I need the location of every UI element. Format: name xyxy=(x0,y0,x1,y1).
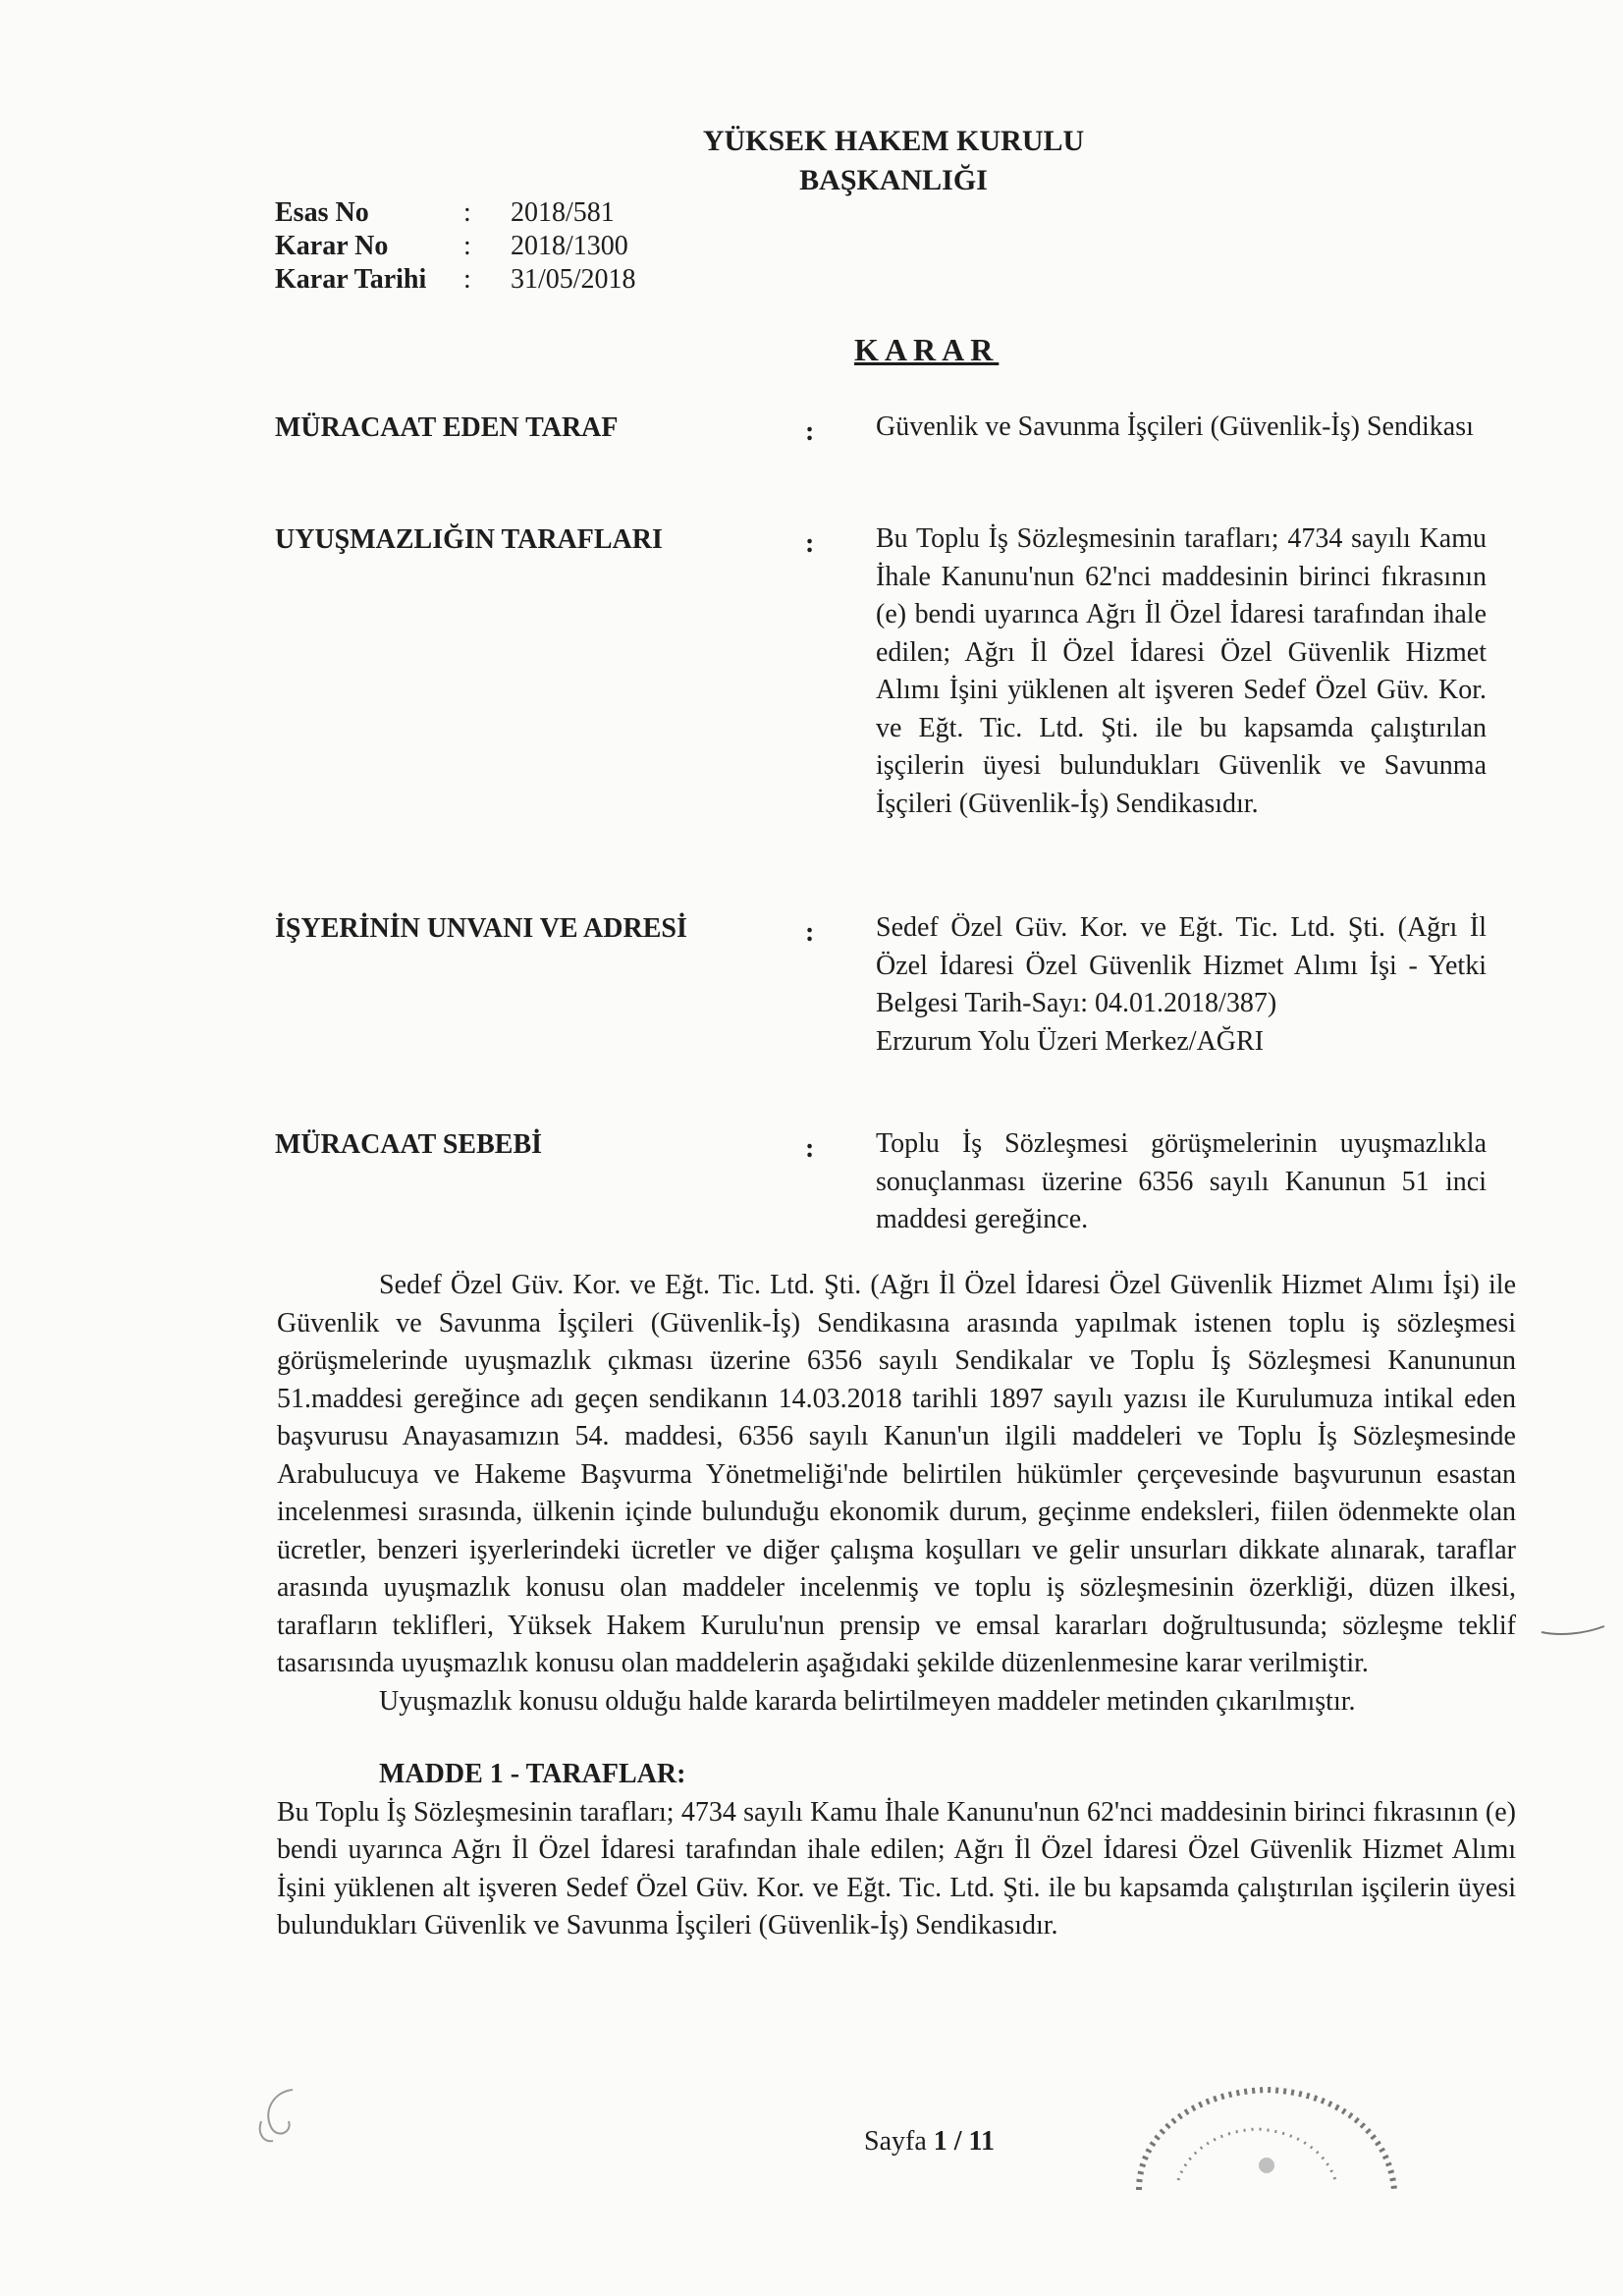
institution-title xyxy=(589,122,1198,200)
separator: : xyxy=(463,231,471,261)
document-title: KARAR xyxy=(854,332,1000,367)
decision-body xyxy=(277,1267,1516,1945)
margin-stroke-mark xyxy=(1540,1620,1608,1640)
reason-label: MÜRACAAT SEBEBİ xyxy=(275,1129,543,1160)
page-number xyxy=(864,2126,995,2158)
decision-number-value: 2018/1300 xyxy=(511,231,628,261)
decision-number-label: Karar No xyxy=(275,231,389,261)
case-number-row xyxy=(275,196,636,230)
applicant-value: Güvenlik ve Savunma İşçileri (Güvenlik-İş) Sendikası xyxy=(876,411,1474,442)
parties-value: Bu Toplu İş Sözleşmesinin tarafları; 4734 sayılı Kamu İhale Kanunu'nun 62'nci maddesinin birinci fıkrasının (e) bendi uyarınca Ağrı İl Özel İdaresi tarafından ihale edilen; Ağrı İl Özel İdaresi Özel Güvenlik Hizmet Alımı İşini yüklenen alt işveren Sedef Özel Güv. Kor. ve Eğt. Tic. Ltd. Şti. ile bu kapsamda çalıştırılan işçilerin üyesi bulundukları Güvenlik ve Savunma İşçileri (Güvenlik-İş) Sendikasıdır. xyxy=(876,523,1487,819)
workplace-label: İŞYERİNİN UNVANI VE ADRESİ xyxy=(275,913,687,944)
decision-date-label: Karar Tarihi xyxy=(275,264,427,295)
institution-office: BAŞKANLIĞI xyxy=(799,164,988,196)
separator: : xyxy=(805,1133,815,1164)
page-number-value: 1 / 11 xyxy=(933,2126,995,2157)
case-metadata xyxy=(275,196,636,297)
body-paragraph: Sedef Özel Güv. Kor. ve Eğt. Tic. Ltd. Şti. (Ağrı İl Özel İdaresi Özel Güvenlik Hizmet Alımı İşi) ile Güvenlik ve Savunma İşçileri (Güvenlik-İş) Sendikasına arasında yapılmak istenen toplu iş sözleşmesi görüşmelerinde uyuşmazlık çıkması üzerine 6356 sayılı Sendikalar ve Toplu İş Sözleşmesi Kanununun 51.maddesi gereğince adı geçen sendikanın 14.03.2018 tarihli 1897 sayılı yazısı ile Kurulumuza intikal eden başvurusu Anayasamızın 54. maddesi, 6356 sayılı Kanun'un ilgili maddeleri ve Toplu İş Sözleşmesinde Arabulucuya ve Hakeme Başvurma Yönetmeliği'nde belirtilen hükümler çerçevesinde başvurunun esastan incelenmesi sırasında, ülkenin içinde bulunduğu ekonomik durum, geçinme endeksleri, fiilen ödenmekte olan ücretler, benzeri işyerlerindeki ücretler ve diğer çalışma koşulları ve gelir unsurları dikkate alınarak, taraflar arasında uyuşmazlık konusu olan maddeler incelenmiş ve toplu iş sözleşmesinin özerkliği, düzen ilkesi, tarafların teklifleri, Yüksek Hakem Kurulu'nun prensip ve emsal kararları doğrultusunda; sözleşme teklif tasarısında uyuşmazlık konusu olan maddelerin aşağıdaki şekilde düzenlenmesine karar verilmiştir. xyxy=(277,1270,1516,1678)
institution-name: YÜKSEK HAKEM KURULU xyxy=(702,125,1085,157)
separator: : xyxy=(805,528,815,559)
workplace-value xyxy=(876,909,1487,1061)
stamp-mark xyxy=(1119,2072,1414,2210)
decision-date-value: 31/05/2018 xyxy=(511,264,636,295)
separator: : xyxy=(805,917,815,948)
workplace-name: Sedef Özel Güv. Kor. ve Eğt. Tic. Ltd. Şti. (Ağrı İl Özel İdaresi Özel Güvenlik Hizmet Alımı İşi - Yetki Belgesi Tarih-Sayı: 04.01.2018/387) xyxy=(876,912,1487,1018)
reason-value: Toplu İş Sözleşmesi görüşmelerinin uyuşmazlıkla sonuçlanması üzerine 6356 sayılı Kanunun 51 inci maddesi gereğince. xyxy=(876,1128,1487,1234)
decision-number-row xyxy=(275,230,636,263)
case-number-value: 2018/581 xyxy=(511,197,615,228)
initials-mark xyxy=(253,2082,312,2151)
separator: : xyxy=(463,197,471,228)
body-paragraph: Uyuşmazlık konusu olduğu halde kararda belirtilmeyen maddeler metinden çıkarılmıştır. xyxy=(379,1685,1356,1717)
page-prefix: Sayfa xyxy=(864,2126,934,2157)
article-title: MADDE 1 - TARAFLAR: xyxy=(379,1759,686,1789)
decision-date-row xyxy=(275,263,636,297)
separator: : xyxy=(805,416,815,447)
case-number-label: Esas No xyxy=(275,197,369,228)
separator: : xyxy=(463,264,471,295)
applicant-label: MÜRACAAT EDEN TARAF xyxy=(275,412,619,443)
parties-label: UYUŞMAZLIĞIN TARAFLARI xyxy=(275,524,663,555)
workplace-address: Erzurum Yolu Üzeri Merkez/AĞRI xyxy=(876,1025,1265,1057)
article-text: Bu Toplu İş Sözleşmesinin tarafları; 4734 sayılı Kamu İhale Kanunu'nun 62'nci maddesinin birinci fıkrasının (e) bendi uyarınca Ağrı İl Özel İdaresi tarafından ihale edilen; Ağrı İl Özel İdaresi Özel Güvenlik Hizmet Alımı İşini yüklenen alt işveren Sedef Özel Güv. Kor. ve Eğt. Tic. Ltd. Şti. ile bu kapsamda çalıştırılan işçilerin üyesi bulundukları Güvenlik ve Savunma İşçileri (Güvenlik-İş) Sendikasıdır. xyxy=(277,1796,1516,1941)
